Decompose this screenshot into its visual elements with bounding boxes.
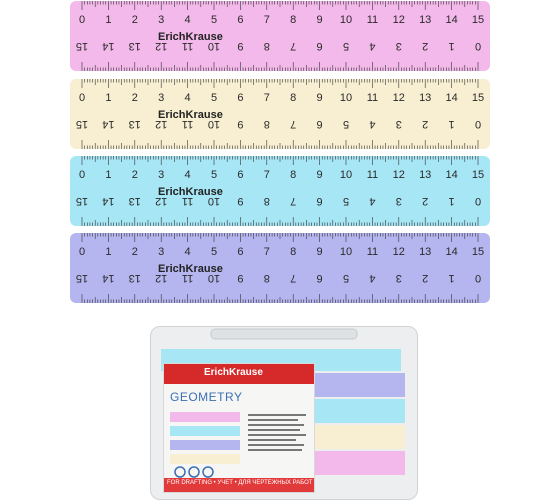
ruler-number: 6 — [237, 246, 244, 258]
ruler-number: 2 — [131, 246, 138, 258]
ruler-number-inverted: 15 — [75, 40, 89, 52]
ruler-number: 14 — [445, 92, 458, 104]
ruler-number: 8 — [290, 14, 297, 26]
ruler-number-inverted: 3 — [395, 40, 402, 52]
ruler-number: 2 — [131, 14, 138, 26]
ruler-number: 11 — [366, 14, 379, 26]
ruler-number: 9 — [316, 92, 323, 104]
ruler-number-inverted: 11 — [181, 195, 194, 207]
ruler-number: 13 — [419, 14, 432, 26]
ruler-number-inverted: 8 — [263, 195, 270, 207]
cream-ruler — [70, 79, 490, 149]
ruler-number-inverted: 0 — [474, 40, 482, 52]
ruler-number: 5 — [210, 169, 218, 181]
ruler-number: 14 — [445, 246, 458, 258]
ruler-brand-logo: ErichKrause — [158, 186, 223, 198]
package-footer-strip — [164, 478, 314, 492]
ruler-number-inverted: 7 — [290, 40, 297, 52]
ruler-number: 12 — [392, 14, 405, 26]
ruler-number-inverted: 14 — [102, 195, 115, 207]
ruler-number-inverted: 12 — [155, 40, 168, 52]
ruler-number-inverted: 4 — [369, 272, 376, 284]
ruler-number: 14 — [445, 14, 458, 26]
ruler-number-inverted: 12 — [155, 195, 168, 207]
ruler-number-inverted: 15 — [75, 272, 89, 284]
ruler-number: 10 — [339, 92, 353, 104]
ruler-number-inverted: 9 — [237, 272, 244, 284]
ruler-number: 3 — [158, 169, 165, 181]
ruler-number-inverted: 6 — [316, 272, 323, 284]
package-title: GEOMETRY — [170, 390, 243, 404]
ruler-number-inverted: 5 — [342, 118, 350, 130]
ruler-number: 9 — [316, 169, 323, 181]
package-header — [164, 364, 314, 384]
ruler-number-inverted: 7 — [290, 272, 297, 284]
ruler-number: 10 — [339, 169, 353, 181]
ruler-number: 13 — [419, 169, 432, 181]
ruler-number: 10 — [339, 246, 353, 258]
ruler-number: 12 — [392, 169, 405, 181]
ruler-number-inverted: 8 — [263, 40, 270, 52]
ruler-number: 1 — [105, 92, 112, 104]
ruler-number-inverted: 9 — [237, 195, 244, 207]
ruler-number: 15 — [471, 14, 485, 26]
ruler-number-inverted: 7 — [290, 118, 297, 130]
ruler-number-inverted: 9 — [237, 40, 244, 52]
ruler-number: 4 — [184, 246, 191, 258]
ruler-number: 11 — [366, 169, 379, 181]
ruler-number: 1 — [105, 14, 112, 26]
ruler-number: 14 — [445, 169, 458, 181]
ruler-number-inverted: 15 — [75, 118, 89, 130]
ruler-number: 7 — [263, 169, 270, 181]
ruler-number: 6 — [237, 169, 244, 181]
ruler-number-inverted: 6 — [316, 118, 323, 130]
package-footer: FOR DRAFTING • УЧЕТ • ДЛЯ ЧЕРТЕЖНЫХ РАБОТ — [167, 480, 313, 486]
violet-ruler — [70, 233, 490, 303]
ruler-number: 4 — [184, 169, 191, 181]
ruler-number-inverted: 11 — [181, 118, 194, 130]
ruler-number-inverted: 4 — [369, 40, 376, 52]
ruler-number: 9 — [316, 246, 323, 258]
ruler-brand-logo: ErichKrause — [158, 109, 223, 121]
ruler-number-inverted: 4 — [369, 118, 376, 130]
ruler-number-inverted: 0 — [474, 118, 482, 130]
ruler-number-inverted: 14 — [102, 118, 115, 130]
ruler-number-inverted: 3 — [395, 272, 402, 284]
package-thumbnails — [164, 408, 314, 478]
ruler-number-inverted: 6 — [316, 40, 323, 52]
ruler-number-inverted: 11 — [181, 40, 194, 52]
ruler-number: 13 — [419, 92, 432, 104]
ruler-number: 1 — [105, 246, 112, 258]
ruler-number-inverted: 2 — [422, 272, 429, 284]
ruler-number: 0 — [78, 169, 86, 181]
ruler-number-inverted: 12 — [155, 272, 168, 284]
ruler-number: 5 — [210, 246, 218, 258]
ruler-number: 13 — [419, 246, 432, 258]
ruler-number-inverted: 5 — [342, 272, 350, 284]
ruler-number-inverted: 12 — [155, 118, 168, 130]
ruler-number: 10 — [339, 14, 353, 26]
ruler-number-inverted: 14 — [102, 40, 115, 52]
ruler-number: 7 — [263, 92, 270, 104]
ruler-number-inverted: 10 — [207, 118, 221, 130]
ruler-number-inverted: 13 — [128, 40, 141, 52]
ruler-number: 15 — [471, 92, 485, 104]
ruler-number-inverted: 15 — [75, 195, 89, 207]
ruler-brand-logo: ErichKrause — [158, 263, 223, 275]
ruler-number: 5 — [210, 92, 218, 104]
ruler-number-inverted: 5 — [342, 40, 350, 52]
ruler-number: 3 — [158, 92, 165, 104]
ruler-number-inverted: 1 — [448, 40, 455, 52]
ruler-number-inverted: 6 — [316, 195, 323, 207]
ruler-number-inverted: 7 — [290, 195, 297, 207]
ruler-number-inverted: 11 — [181, 272, 194, 284]
ruler-number-inverted: 4 — [369, 195, 376, 207]
ruler-scale — [70, 156, 490, 226]
ruler-number: 5 — [210, 14, 218, 26]
ruler-number-inverted: 2 — [422, 40, 429, 52]
ruler-number: 12 — [392, 92, 405, 104]
ruler-number-inverted: 3 — [395, 118, 402, 130]
package-brand: ErichKrause — [204, 367, 263, 378]
ruler-number-inverted: 1 — [448, 118, 455, 130]
ruler-number-inverted: 10 — [207, 195, 221, 207]
ruler-number-inverted: 0 — [474, 195, 482, 207]
ruler-number-inverted: 14 — [102, 272, 115, 284]
ruler-number-inverted: 0 — [474, 272, 482, 284]
ruler-number: 4 — [184, 92, 191, 104]
pink-ruler — [70, 1, 490, 71]
ruler-number: 0 — [78, 14, 86, 26]
ruler-number: 12 — [392, 246, 405, 258]
ruler-number-inverted: 2 — [422, 195, 429, 207]
ruler-number: 7 — [263, 14, 270, 26]
ruler-number: 7 — [263, 246, 270, 258]
ruler-number-inverted: 8 — [263, 118, 270, 130]
ruler-number: 2 — [131, 92, 138, 104]
ruler-number: 6 — [237, 14, 244, 26]
ruler-number: 6 — [237, 92, 244, 104]
ruler-number-inverted: 10 — [207, 272, 221, 284]
ruler-number-inverted: 9 — [237, 118, 244, 130]
ruler-number: 9 — [316, 14, 323, 26]
blue-ruler — [70, 156, 490, 226]
ruler-number-inverted: 1 — [448, 272, 455, 284]
ruler-number-inverted: 13 — [128, 118, 141, 130]
ruler-number-inverted: 3 — [395, 195, 402, 207]
package-label-card — [163, 363, 315, 493]
ruler-number: 8 — [290, 246, 297, 258]
ruler-number: 11 — [366, 246, 379, 258]
ruler-number: 8 — [290, 92, 297, 104]
ruler-number-inverted: 13 — [128, 195, 141, 207]
ruler-number-inverted: 8 — [263, 272, 270, 284]
ruler-number-inverted: 13 — [128, 272, 141, 284]
ruler-number-inverted: 10 — [207, 40, 221, 52]
ruler-scale — [70, 79, 490, 149]
ruler-number-inverted: 5 — [342, 195, 350, 207]
ruler-number: 15 — [471, 246, 485, 258]
ruler-scale — [70, 1, 490, 71]
ruler-set-package — [150, 326, 418, 500]
ruler-number: 15 — [471, 169, 485, 181]
ruler-number-inverted: 1 — [448, 195, 455, 207]
ruler-number: 1 — [105, 169, 112, 181]
ruler-number-inverted: 2 — [422, 118, 429, 130]
ruler-number: 0 — [78, 92, 86, 104]
ruler-number: 3 — [158, 14, 165, 26]
ruler-number: 3 — [158, 246, 165, 258]
ruler-number: 8 — [290, 169, 297, 181]
ruler-scale — [70, 233, 490, 303]
ruler-number: 4 — [184, 14, 191, 26]
ruler-brand-logo: ErichKrause — [158, 31, 223, 43]
ruler-number: 11 — [366, 92, 379, 104]
ruler-number: 0 — [78, 246, 86, 258]
ruler-number: 2 — [131, 169, 138, 181]
